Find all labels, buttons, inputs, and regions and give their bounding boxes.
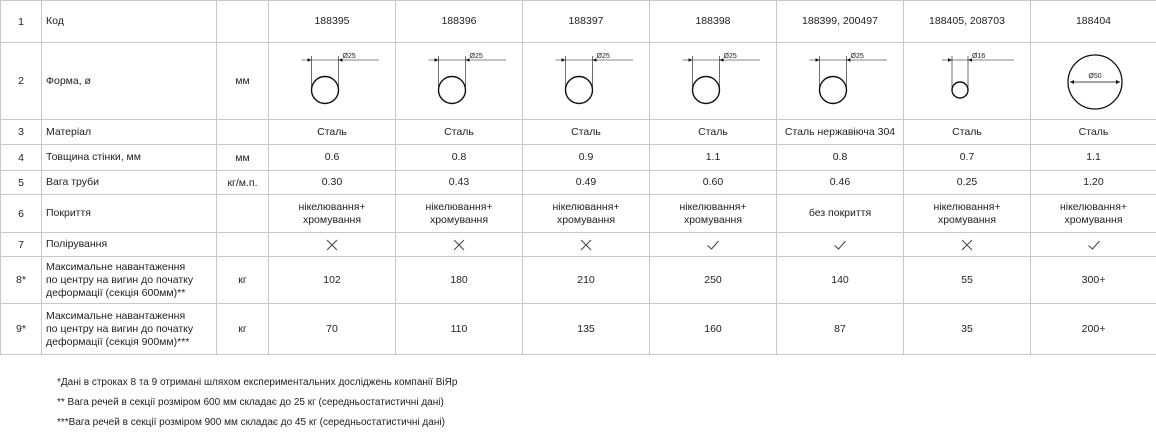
row-label: Покриття: [42, 195, 217, 233]
row-unit: кг/м.п.: [217, 171, 269, 195]
row-number: 5: [1, 171, 42, 195]
row-number: 2: [1, 43, 42, 120]
cross-icon: [960, 238, 974, 252]
coating-line: хромування: [527, 214, 645, 227]
cell-coating: [650, 195, 777, 233]
cell-load900: 70: [269, 304, 396, 355]
cell-material: Сталь: [1031, 120, 1156, 145]
tube-section-icon: [781, 45, 901, 117]
cell-coating: [777, 195, 904, 233]
cell-code: 188396: [396, 1, 523, 43]
tube-section-icon: [1035, 45, 1155, 117]
row-weight: [1, 171, 1156, 195]
row-load600: [1, 257, 1156, 304]
coating-line: нікелювання+: [908, 201, 1026, 214]
coating-line: хромування: [654, 214, 772, 227]
row-number: 4: [1, 145, 42, 171]
footnote: ***Вага речей в секції розміром 900 мм складає до 45 кг (середньостатистичні дані): [57, 413, 457, 433]
tube-circle: [820, 77, 847, 104]
cell-wall: 0.7: [904, 145, 1031, 171]
cell-weight: 0.25: [904, 171, 1031, 195]
cell-polish: [904, 233, 1031, 257]
cell-load900: 160: [650, 304, 777, 355]
cell-shape: [269, 43, 396, 120]
cell-shape: [523, 43, 650, 120]
cell-coating: [523, 195, 650, 233]
cell-code: 188398: [650, 1, 777, 43]
diameter-label: Ø25: [343, 53, 356, 60]
row-label-line: деформації (секція 600мм)**: [46, 287, 212, 300]
row-unit: мм: [217, 145, 269, 171]
row-material: [1, 120, 1156, 145]
cell-load900: 35: [904, 304, 1031, 355]
row-label: Матеріал: [42, 120, 217, 145]
tube-section-icon: [654, 45, 774, 117]
cell-material: Сталь нержавіюча 304: [777, 120, 904, 145]
tube-circle: [312, 77, 339, 104]
row-shape: [1, 43, 1156, 120]
coating-line: хромування: [1035, 214, 1152, 227]
diameter-label: Ø25: [470, 53, 483, 60]
row-number: 1: [1, 1, 42, 43]
cell-code: 188405, 208703: [904, 1, 1031, 43]
cell-weight: 0.60: [650, 171, 777, 195]
coating-line: нікелювання+: [654, 201, 772, 214]
cell-code: 188397: [523, 1, 650, 43]
row-label-line: Максимальне навантаження: [46, 261, 212, 274]
cell-wall: 0.6: [269, 145, 396, 171]
tube-circle: [566, 77, 593, 104]
cell-polish: [1031, 233, 1156, 257]
coating-line: хромування: [908, 214, 1026, 227]
coating-line: хромування: [400, 214, 518, 227]
cell-load600: 250: [650, 257, 777, 304]
row-polish: [1, 233, 1156, 257]
cell-load900: 135: [523, 304, 650, 355]
cell-polish: [650, 233, 777, 257]
cell-code: 188404: [1031, 1, 1156, 43]
row-coating: [1, 195, 1156, 233]
cell-load900: 87: [777, 304, 904, 355]
cell-load600: 180: [396, 257, 523, 304]
row-code: [1, 1, 1156, 43]
cell-polish: [396, 233, 523, 257]
diameter-label: Ø16: [972, 53, 985, 60]
tube-section-icon: [527, 45, 647, 117]
tube-circle: [693, 77, 720, 104]
tube-section-icon: [908, 45, 1028, 117]
cross-icon: [579, 238, 593, 252]
row-label-line: по центру на вигин до початку: [46, 323, 212, 336]
cell-code: 188395: [269, 1, 396, 43]
cell-load600: 55: [904, 257, 1031, 304]
row-number: 7: [1, 233, 42, 257]
cell-weight: 1.20: [1031, 171, 1156, 195]
coating-line: без покриття: [781, 207, 899, 220]
cell-wall: 0.8: [396, 145, 523, 171]
cell-material: Сталь: [904, 120, 1031, 145]
diameter-label: Ø25: [597, 53, 610, 60]
row-label-line: Максимальне навантаження: [46, 310, 212, 323]
cell-load900: 110: [396, 304, 523, 355]
row-label: Вага труби: [42, 171, 217, 195]
cell-load900: 200+: [1031, 304, 1156, 355]
cell-shape: [904, 43, 1031, 120]
cell-material: Сталь: [396, 120, 523, 145]
row-label: Форма, ø: [42, 43, 217, 120]
cell-weight: 0.46: [777, 171, 904, 195]
check-icon: [1087, 238, 1101, 252]
cell-coating: [1031, 195, 1156, 233]
row-number: 6: [1, 195, 42, 233]
row-unit: кг: [217, 304, 269, 355]
cell-coating: [904, 195, 1031, 233]
cell-polish: [523, 233, 650, 257]
coating-line: нікелювання+: [527, 201, 645, 214]
row-unit: кг: [217, 257, 269, 304]
row-label: [42, 304, 217, 355]
cell-load600: 300+: [1031, 257, 1156, 304]
row-wall: [1, 145, 1156, 171]
cell-wall: 0.9: [523, 145, 650, 171]
cell-material: Сталь: [269, 120, 396, 145]
check-icon: [706, 238, 720, 252]
tube-section-icon: [400, 45, 520, 117]
cell-wall: 1.1: [650, 145, 777, 171]
row-unit: [217, 233, 269, 257]
coating-line: хромування: [273, 214, 391, 227]
cell-load600: 102: [269, 257, 396, 304]
row-label-line: деформації (секція 900мм)***: [46, 336, 212, 349]
row-unit: мм: [217, 43, 269, 120]
row-unit: [217, 1, 269, 43]
row-label: Полірування: [42, 233, 217, 257]
cell-polish: [269, 233, 396, 257]
cell-coating: [269, 195, 396, 233]
cell-load600: 140: [777, 257, 904, 304]
cell-load600: 210: [523, 257, 650, 304]
cell-weight: 0.43: [396, 171, 523, 195]
row-number: 9*: [1, 304, 42, 355]
cell-weight: 0.30: [269, 171, 396, 195]
diameter-label: Ø50: [1088, 73, 1101, 80]
row-number: 8*: [1, 257, 42, 304]
cell-coating: [396, 195, 523, 233]
cell-weight: 0.49: [523, 171, 650, 195]
coating-line: нікелювання+: [273, 201, 391, 214]
row-unit: [217, 195, 269, 233]
diameter-label: Ø25: [851, 53, 864, 60]
check-icon: [833, 238, 847, 252]
cell-polish: [777, 233, 904, 257]
footnote: ** Вага речей в секції розміром 600 мм складає до 25 кг (середньостатистичні дані): [57, 393, 457, 413]
footnotes: [57, 373, 457, 433]
cell-material: Сталь: [523, 120, 650, 145]
cell-shape: [777, 43, 904, 120]
footnote: *Дані в строках 8 та 9 отримані шляхом експериментальних досліджень компанії ВіЯр: [57, 373, 457, 393]
cell-material: Сталь: [650, 120, 777, 145]
row-number: 3: [1, 120, 42, 145]
cell-wall: 0.8: [777, 145, 904, 171]
coating-line: нікелювання+: [400, 201, 518, 214]
row-label-line: по центру на вигин до початку: [46, 274, 212, 287]
row-label: [42, 257, 217, 304]
cell-code: 188399, 200497: [777, 1, 904, 43]
tube-circle: [439, 77, 466, 104]
tube-circle: [952, 82, 968, 98]
cross-icon: [325, 238, 339, 252]
cell-shape: [650, 43, 777, 120]
row-label: Код: [42, 1, 217, 43]
cell-shape: [396, 43, 523, 120]
row-load900: [1, 304, 1156, 355]
cross-icon: [452, 238, 466, 252]
diameter-label: Ø25: [724, 53, 737, 60]
row-unit: [217, 120, 269, 145]
tube-section-icon: [273, 45, 393, 117]
cell-shape: [1031, 43, 1156, 120]
coating-line: нікелювання+: [1035, 201, 1152, 214]
row-label: Товщина стінки, мм: [42, 145, 217, 171]
cell-wall: 1.1: [1031, 145, 1156, 171]
